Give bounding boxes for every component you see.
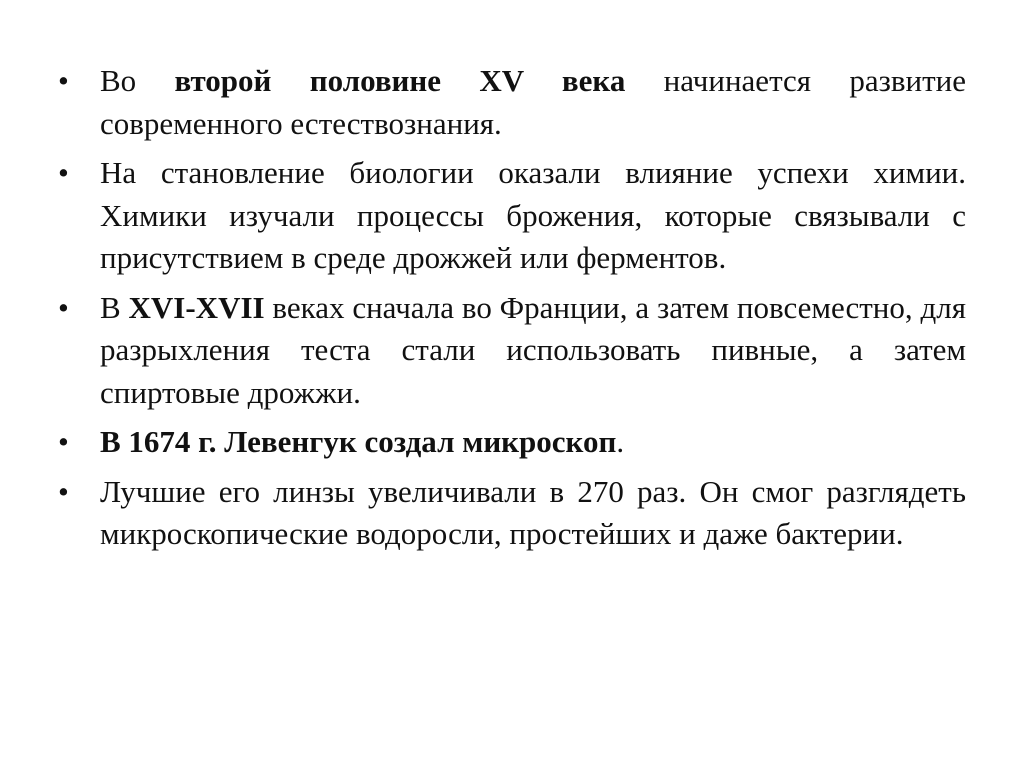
bullet-item xyxy=(58,287,966,415)
bullet-text: В xyxy=(100,289,129,325)
bullet-text: . xyxy=(616,424,625,459)
bullet-dot-icon: • xyxy=(58,289,69,325)
bullet-text: веках сначала во Франции, а затем повсеместно, для разрыхления теста стали использовать пивные, а затем спиртовые дрожжи. xyxy=(100,289,966,410)
bullet-dot-icon: • xyxy=(58,155,69,190)
bullet-item xyxy=(58,60,966,145)
bullet-text-bold: В 1674 г. Левенгук создал микроскоп xyxy=(100,424,617,459)
bullet-text-bold: второй половине XV века xyxy=(174,63,626,98)
bullet-text: На становление биологии оказали влияние успехи химии. Химики изучали процессы брожения, которые связывали с присутствием в среде дрожжей или ферментов. xyxy=(100,155,966,275)
bullet-text-bold: XVI-XVII xyxy=(128,289,265,325)
bullet-dot-icon: • xyxy=(58,473,69,509)
bullet-text: Во xyxy=(100,63,175,98)
bullet-item xyxy=(58,471,966,556)
bullet-dot-icon: • xyxy=(58,424,69,459)
bullet-text: начинается развитие современного естествознания. xyxy=(100,63,966,141)
bullet-list xyxy=(58,60,966,563)
bullet-text: Лучшие его линзы увеличивали в 270 раз. Он смог разглядеть микроскопические водоросли, простейших и даже бактерии. xyxy=(100,473,966,551)
bullet-item xyxy=(58,152,966,280)
bullet-dot-icon: • xyxy=(58,63,69,98)
bullet-item xyxy=(58,421,966,464)
